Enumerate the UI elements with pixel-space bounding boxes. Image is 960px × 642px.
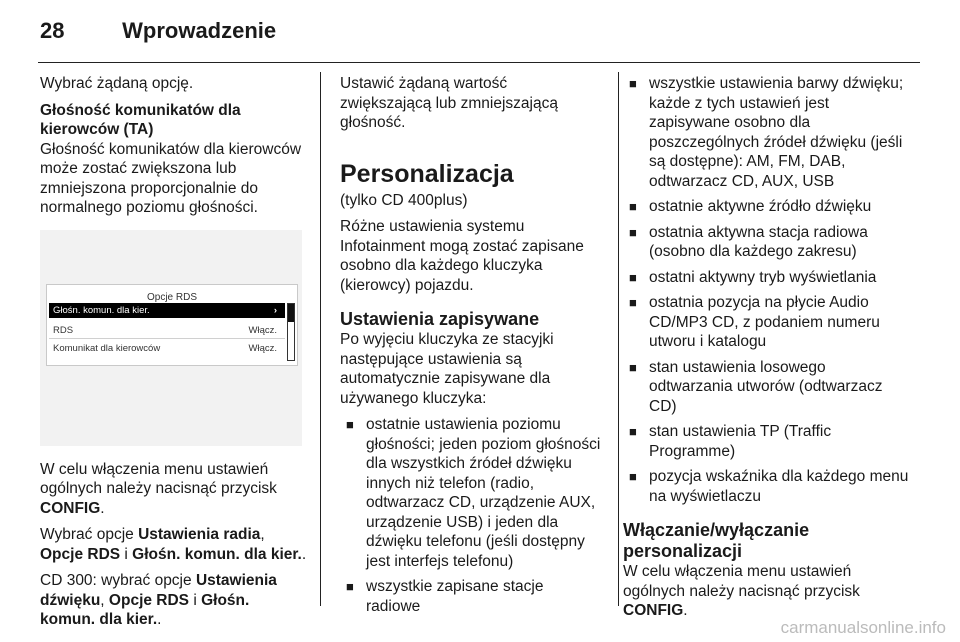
list-item xyxy=(623,74,913,191)
header-rule xyxy=(38,62,920,63)
bullet-icon: ■ xyxy=(346,579,354,594)
list-item xyxy=(623,223,913,262)
list-item-text: wszystkie zapisane stacje radiowe xyxy=(366,578,544,615)
screen-menu-item-selected xyxy=(49,303,285,318)
bullet-icon: ■ xyxy=(346,417,354,432)
column-divider xyxy=(618,72,619,606)
bullet-icon: ■ xyxy=(629,295,637,310)
column-1 xyxy=(40,74,308,637)
text: , xyxy=(260,526,265,543)
display-screenshot xyxy=(40,230,302,446)
list-item xyxy=(340,577,602,616)
paragraph: Różne ustawienia systemu Infotainment mogą zostać zapisane osobno dla każdego kluczyka (kierowcy) pojazdu. xyxy=(340,218,584,294)
scrollbar-thumb xyxy=(288,304,294,322)
text: i xyxy=(120,545,133,563)
menu-ref: Opcje RDS xyxy=(40,545,121,563)
column-divider xyxy=(320,72,321,606)
menu-item-label: Komunikat dla kierowców xyxy=(53,342,161,354)
paragraph: Wybrać żądaną opcję. xyxy=(40,75,194,92)
text: W celu włączenia menu ustawień ogólnych należy nacisnąć przycisk xyxy=(623,563,860,600)
text: Wybrać opcje xyxy=(40,526,139,543)
list-item xyxy=(623,422,913,461)
watermark-footer: carmanualsonline.info xyxy=(780,618,946,637)
screen-menu-item xyxy=(49,323,285,338)
text: . xyxy=(100,499,105,517)
subsection-heading: Włączanie/wyłączanie personalizacji xyxy=(623,520,810,561)
page-header xyxy=(40,18,276,44)
menu-ref: Ustawienia dźwięku xyxy=(40,572,277,609)
rds-options-screen xyxy=(46,284,298,366)
list-item-text: pozycja wskaźnika dla każdego menu na wyświetlaczu xyxy=(649,468,909,505)
config-button-ref: CONFIG xyxy=(623,602,684,619)
menu-ref: Opcje RDS xyxy=(108,591,190,609)
list-item-text: ostatni aktywny tryb wyświetlania xyxy=(649,268,877,286)
text: . xyxy=(301,545,307,563)
list-item-text: ostatnia pozycja na płycie Audio CD/MP3 CD, z podaniem numeru utworu i katalogu xyxy=(649,294,880,350)
menu-item-label: Głośn. komun. dla kier. xyxy=(53,304,150,316)
list-item xyxy=(623,197,913,217)
menu-item-value: Włącz. xyxy=(248,342,277,354)
list-item xyxy=(623,358,913,417)
menu-divider xyxy=(49,338,285,339)
paragraph xyxy=(623,562,913,621)
menu-item-label: RDS xyxy=(53,324,74,336)
text: CD 300: wybrać opcje xyxy=(40,572,196,589)
paragraph xyxy=(40,571,308,630)
text: , xyxy=(100,591,109,609)
list-item-text: ostatnia aktywna stacja radiowa (osobno dla każdego zakresu) xyxy=(649,223,868,260)
text: . xyxy=(157,611,162,628)
paragraph: Głośność komunikatów dla kierowców może zostać zwiększona lub zmniejszona proporcjonalnie do normalnego poziomu głośności. xyxy=(40,140,302,216)
bullet-icon: ■ xyxy=(629,359,637,375)
bullet-list xyxy=(623,74,913,506)
menu-ref: Ustawienia radia xyxy=(138,526,261,543)
section-heading: Personalizacja xyxy=(340,159,514,188)
page-title: Wprowadzenie xyxy=(122,18,277,43)
text: . xyxy=(683,602,688,619)
list-item-text: stan ustawienia losowego odtwarzania utworów (odtwarzacz CD) xyxy=(649,358,883,415)
list-item-text: wszystkie ustawienia barwy dźwięku; każde z tych ustawień jest zapisywane osobno dla poszczególnych źródeł dźwięku (jeśli są dostępne): AM, FM, DAB, odtwarzacz CD, AUX, USB xyxy=(649,75,904,190)
menu-item-value: Włącz. xyxy=(248,324,277,336)
page-number: 28 xyxy=(40,18,65,43)
bullet-icon: ■ xyxy=(629,224,637,240)
paragraph: Ustawić żądaną wartość zwiększającą lub zmniejszającą głośność. xyxy=(340,75,558,131)
list-item-text: stan ustawienia TP (Traffic Programme) xyxy=(649,423,832,460)
screen-menu-item xyxy=(49,341,285,356)
list-item-text: ostatnie ustawienia poziomu głośności; jeden poziom głośności dla wszystkich źródeł dźwięku innych niż telefon (radio, odtwarzacz CD, urządzenie AUX, urządzenie USB) i jeden dla dźwięku telefonu (jeśli dostępny jest interfejs telefonu) xyxy=(366,416,601,570)
list-item xyxy=(623,467,913,506)
list-item xyxy=(623,268,913,288)
bullet-icon: ■ xyxy=(629,76,637,91)
paragraph: (tylko CD 400plus) xyxy=(340,191,468,209)
column-3 xyxy=(623,74,913,628)
paragraph xyxy=(40,525,308,564)
chevron-right-icon: › xyxy=(273,304,277,316)
text: W celu włączenia menu ustawień ogólnych należy nacisnąć przycisk xyxy=(40,460,277,497)
list-item xyxy=(623,293,913,352)
bullet-icon: ■ xyxy=(629,469,637,484)
list-item-text: ostatnie aktywne źródło dźwięku xyxy=(649,198,872,215)
paragraph xyxy=(40,460,308,519)
menu-ref: Głośn. komun. dla kier. xyxy=(132,545,302,563)
list-item xyxy=(340,415,602,571)
subsection-heading: Ustawienia zapisywane xyxy=(340,309,540,329)
scrollbar xyxy=(287,303,295,361)
section-heading: Głośność komunikatów dla kierowców (TA) xyxy=(40,101,241,138)
bullet-icon: ■ xyxy=(629,269,637,285)
bullet-icon: ■ xyxy=(629,424,637,439)
paragraph: Po wyjęciu kluczyka ze stacyjki następujące ustawienia są automatycznie zapisywane dla używanego kluczyka: xyxy=(340,331,554,407)
menu-ref: Głośn. komun. dla kier. xyxy=(40,591,250,628)
column-2 xyxy=(340,74,602,622)
config-button-ref: CONFIG xyxy=(40,499,101,517)
text: i xyxy=(189,591,202,609)
bullet-icon: ■ xyxy=(629,199,637,214)
bullet-list xyxy=(340,415,602,616)
screen-title: Opcje RDS xyxy=(146,291,197,303)
